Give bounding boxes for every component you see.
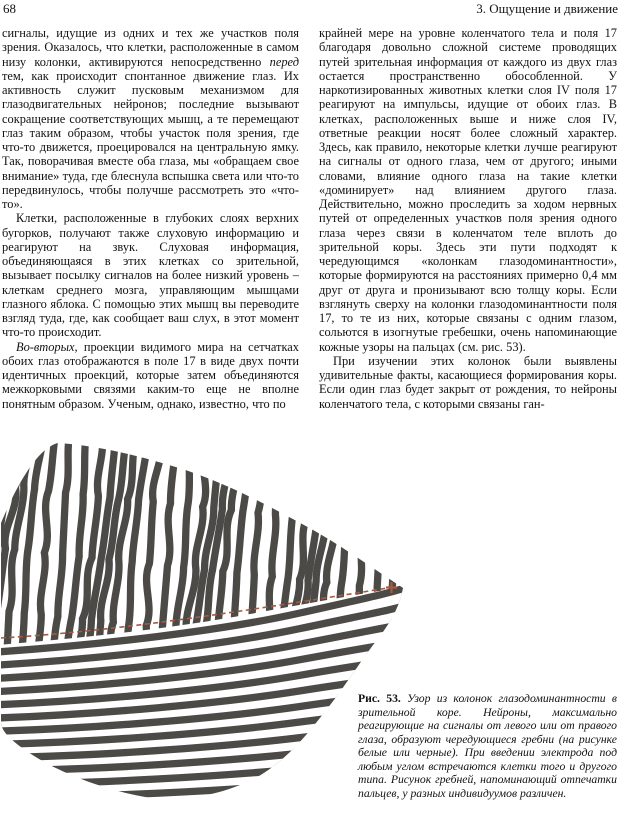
- paragraph: [2, 340, 299, 411]
- text-column-left: [2, 26, 299, 411]
- ocular-dominance-figure: [0, 441, 415, 833]
- emphasized-word: перед: [269, 54, 299, 69]
- figure-caption: [358, 692, 617, 800]
- figure-caption-label: Рис. 53.: [358, 692, 401, 705]
- body-text: сигналы, идущие из одних и тех же участков поля зрения. Оказалось, что клетки, расположенные в самом низу колонки, активируются непосредственно: [2, 26, 299, 69]
- body-text: Клетки, расположенные в глубоких слоях верхних бугорков, получают также слуховую информацию и реагируют на звук. Слуховая информация, объединяющаяся в этих клетках со зрительной, вызывает посылку сигналов на более низкий уровень – клеткам среднего мозга, управляющим мышцами глазного яблока. С помощью этих мышц вы переводите взгляд туда, где, как сообщает ваш слух, в этот момент что-то происходит.: [2, 211, 299, 340]
- text-column-right: [319, 26, 617, 411]
- running-title: 3. Ощущение и движение: [476, 1, 618, 16]
- body-text: крайней мере на уровне коленчатого тела и поля 17 благодаря довольно сложной системе проводящих путей зрительная информация от каждого из двух глаз остается пространственно обособленной. У наркотизированных животных клетки слоя IV поля 17 реагируют на импульсы, идущие от обоих глаз. В клетках, расположенных выше и ниже слоя IV, ответные реакции носят более сложный характер. Здесь, как правило, некоторые клетки лучше реагируют на сигналы от одного глаза, чем от другого; иными словами, влияние одного глаза на такие клетки «доминирует» над влиянием другого глаза. Действительно, можно проследить за ходом нервных путей от определенных участков поля зрения одного глаза через связи в коленчатом теле вплоть до зрительной коры. Здесь эти пути подходят к чередующимся «колонкам глазодоминантности», которые формируются на расстояниях примерно 0,4 мм друг от друга и пронизывают всю толщу коры. Если взглянуть сверху на колонки глазодоминантности поля 17, то те из них, которые связаны с одним глазом, сольются в изогнутые гребешки, очень напоминающие кожные узоры на пальцах (см. рис. 53).: [319, 26, 617, 354]
- figure-caption-text: Узор из колонок глазодоминантности в зрительной коре. Нейроны, максимально реагирующие на сигналы от левого или от правого глаза, образуют чередующиеся гребни (на рисунке белые или черные). При введении электрода под любым углом встречаются клетки того и другого типа. Рисунок гребней, напоминающий отпечатки пальцев, у разных индивидуумов различен.: [358, 692, 617, 800]
- paragraph: [2, 26, 299, 211]
- stripe-pattern: [0, 441, 415, 810]
- body-text: При изучении этих колонок были выявлены удивительные факты, касающиеся формирования коры. Если один глаз будет закрыт от рождения, то нейроны коленчатого тела, с которыми связаны ган-: [319, 353, 617, 411]
- paragraph: [319, 354, 617, 411]
- paragraph: [2, 211, 299, 339]
- body-text: , проекции видимого мира на сетчатках обоих глаз отображаются в поле 17 в виде двух почти идентичных проекций, которые затем объединяются межкорковыми связями каким-то еще не вполне понятным образом. Ученым, однако, известно, что по: [2, 339, 299, 411]
- emphasized-word: Во-вторых: [16, 339, 75, 354]
- paragraph: [319, 26, 617, 354]
- body-text: тем, как происходит спонтанное движение глаз. Их активность служит пусковым механизмом для глазодвигательных нейронов; последние вызывают сокращение соответствующих мышц, а те перемещают глаз таким образом, чтобы участок поля зрения, где что-то движется, проецировался на центральную ямку. Так, поворачивая вместе оба глаза, мы «обращаем свое внимание» туда, где блеснула вспышка света или что-то передвинулось, чтобы получше рассмотреть это «что-то».: [2, 68, 299, 211]
- running-head: [3, 2, 618, 16]
- page-number: 68: [3, 1, 16, 16]
